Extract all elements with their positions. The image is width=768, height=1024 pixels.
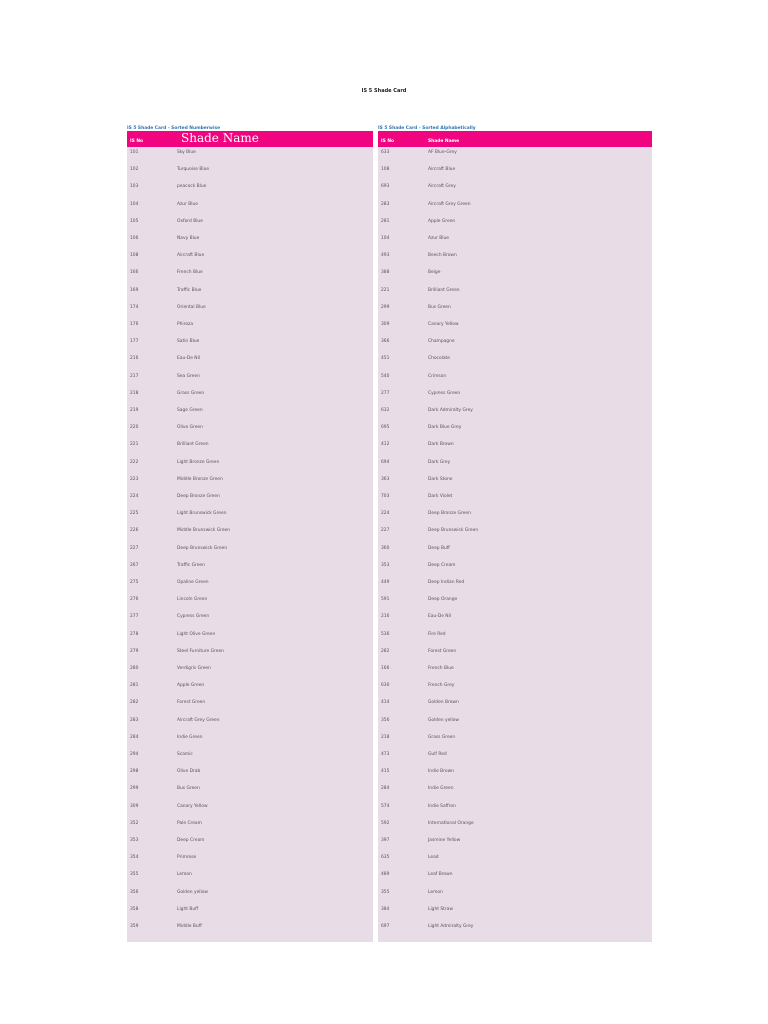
shade-name-cell: Forest Green: [428, 648, 457, 654]
shade-name-cell: Opaline Green: [177, 580, 209, 585]
is-no-cell: 359: [130, 924, 139, 929]
table-row: [127, 751, 373, 759]
is-no-cell: 591: [381, 597, 390, 603]
shade-name-cell: Fire Red: [428, 631, 446, 637]
shade-name-cell: French Blue: [428, 666, 454, 671]
shade-name-cell: Sea Green: [177, 373, 200, 379]
table-row: [127, 218, 373, 226]
is-no-cell: 473: [381, 752, 390, 757]
shade-name-cell: Oriental Blue: [177, 304, 206, 310]
table-row: [378, 579, 652, 587]
is-no-cell: 279: [130, 648, 139, 654]
table-row: [378, 269, 652, 277]
shade-name-cell: Middle Brunswick Green: [177, 528, 231, 534]
header-shade-name: Shade Name: [428, 139, 460, 144]
shade-name-cell: Bus Green: [177, 786, 200, 792]
table-row: [127, 149, 373, 157]
is-no-cell: 354: [130, 855, 139, 861]
is-no-cell: 353: [381, 562, 390, 568]
table-row: [127, 321, 373, 329]
is-no-cell: 227: [381, 528, 390, 534]
is-no-cell: 355: [381, 889, 390, 895]
is-no-cell: 397: [381, 838, 390, 843]
table-row: [378, 682, 652, 690]
table-row: [127, 631, 373, 639]
table-row: [378, 252, 652, 260]
table-row: [378, 373, 652, 381]
table-row: [378, 287, 652, 295]
is-no-cell: 635: [381, 855, 390, 861]
table-row: [378, 820, 652, 828]
is-no-cell: 449: [381, 580, 390, 585]
is-no-cell: 280: [130, 666, 139, 671]
shade-name-cell: Lead: [428, 855, 439, 861]
shade-name-cell: Light Brunswick Green: [177, 511, 227, 517]
table-row: [127, 390, 373, 398]
table-row: [127, 183, 373, 191]
table-row: [378, 166, 652, 174]
table-row: [378, 527, 652, 535]
shade-name-cell: Bus Green: [428, 304, 451, 310]
table-row: [378, 149, 652, 157]
is-no-cell: 169: [130, 287, 139, 293]
table-row: [378, 510, 652, 518]
table-row: [127, 424, 373, 432]
table-row: [378, 424, 652, 432]
alphabetical-header: [378, 131, 652, 147]
shade-name-cell: Brilliant Green: [428, 287, 460, 293]
is-no-cell: 388: [381, 270, 390, 276]
is-no-cell: 451: [381, 356, 390, 362]
table-row: [378, 854, 652, 862]
table-row: [127, 252, 373, 260]
is-no-cell: 103: [130, 184, 139, 190]
is-no-cell: 299: [130, 786, 139, 792]
shade-name-cell: Indie Brown: [428, 769, 454, 775]
is-no-cell: 282: [130, 700, 139, 706]
table-row: [127, 785, 373, 793]
shade-name-cell: Dark Violet: [428, 494, 453, 499]
is-no-cell: 227: [130, 545, 139, 551]
is-no-cell: 694: [381, 459, 390, 465]
table-row: [127, 269, 373, 277]
is-no-cell: 294: [130, 752, 139, 757]
is-no-cell: 493: [381, 253, 390, 259]
is-no-cell: 166: [381, 666, 390, 671]
shade-name-cell: Primrose: [177, 855, 197, 861]
numberwise-rows: [127, 147, 373, 942]
is-no-cell: 630: [381, 683, 390, 689]
is-no-cell: 352: [130, 820, 139, 826]
shade-name-cell: Deep Bronze Green: [177, 494, 220, 499]
is-no-cell: 177: [130, 339, 139, 345]
is-no-cell: 220: [130, 425, 139, 431]
shade-name-cell: Pale Cream: [177, 820, 202, 826]
table-row: [127, 459, 373, 467]
table-row: [127, 906, 373, 914]
shade-name-cell: Aircraft Grey Green: [428, 201, 471, 207]
table-row: [378, 476, 652, 484]
table-row: [127, 355, 373, 363]
is-no-cell: 174: [130, 304, 139, 310]
table-row: [378, 631, 652, 639]
table-row: [127, 545, 373, 553]
shade-name-cell: Beech Brown: [428, 253, 457, 259]
shade-name-cell: Aircraft Grey: [428, 184, 456, 190]
alphabetical-rows: [378, 147, 652, 942]
shade-name-cell: Traffic Blue: [177, 287, 202, 293]
table-row: [127, 613, 373, 621]
shade-name-cell: Verdigris Green: [177, 666, 211, 671]
is-no-cell: 309: [381, 322, 390, 327]
numberwise-header: [127, 131, 373, 147]
is-no-cell: 283: [381, 201, 390, 207]
is-no-cell: 693: [381, 184, 390, 190]
shade-name-cell: Canary Yellow: [428, 322, 459, 327]
is-no-cell: 489: [381, 872, 390, 878]
is-no-cell: 108: [130, 253, 139, 259]
header-is-no: IS No: [381, 139, 395, 144]
is-no-cell: 222: [130, 459, 139, 465]
is-no-cell: 105: [130, 218, 139, 224]
shade-name-cell: Olive Drab: [177, 769, 201, 775]
table-row: [127, 648, 373, 656]
numberwise-caption: IS 5 Shade Card - Sorted Numberwise: [127, 126, 221, 131]
table-row: [378, 837, 652, 845]
table-row: [127, 235, 373, 243]
is-no-cell: 592: [381, 820, 390, 826]
is-no-cell: 536: [381, 631, 390, 637]
is-no-cell: 703: [381, 494, 390, 499]
table-row: [378, 889, 652, 897]
shade-name-cell: Golden yellow: [428, 717, 459, 723]
shade-name-cell: Deep Cream: [428, 562, 456, 568]
shade-name-cell: Sage Green: [177, 408, 203, 413]
is-no-cell: 218: [130, 390, 139, 396]
is-no-cell: 695: [381, 425, 390, 431]
is-no-cell: 104: [381, 236, 390, 241]
is-no-cell: 360: [381, 545, 390, 551]
shade-name-cell: Eau-De Nil: [428, 614, 452, 620]
shade-name-cell: Deep Brunswick Green: [177, 545, 228, 551]
table-row: [378, 321, 652, 329]
is-no-cell: 226: [130, 528, 139, 534]
shade-name-cell: Turquoise Blue: [177, 167, 210, 173]
shade-name-cell: Beige: [428, 270, 441, 276]
table-row: [378, 545, 652, 553]
table-row: [378, 338, 652, 346]
is-no-cell: 101: [130, 150, 139, 155]
is-no-cell: 366: [381, 339, 390, 345]
shade-name-cell: Leaf Brown: [428, 872, 453, 878]
table-row: [378, 201, 652, 209]
is-no-cell: 697: [381, 924, 390, 929]
table-row: [127, 665, 373, 673]
shade-name-cell: Light Admiralty Grey: [428, 924, 474, 929]
shade-name-cell: Scamic: [177, 752, 193, 757]
table-row: [378, 785, 652, 793]
shade-name-cell: Middle Bronze Green: [177, 476, 223, 482]
is-no-cell: 278: [130, 631, 139, 637]
shade-name-cell: Aircraft Blue: [177, 253, 205, 259]
is-no-cell: 218: [381, 734, 390, 740]
table-row: [378, 648, 652, 656]
is-no-cell: 299: [381, 304, 390, 310]
shade-name-cell: Satin Blue: [177, 339, 200, 345]
table-row: [127, 923, 373, 931]
is-no-cell: 414: [381, 700, 390, 706]
is-no-cell: 309: [130, 803, 139, 809]
shade-name-cell: Dark Admiralty Grey: [428, 408, 473, 413]
shade-name-cell: Light Buff: [177, 906, 199, 912]
table-row: [127, 373, 373, 381]
table-row: [127, 338, 373, 346]
table-row: [127, 734, 373, 742]
table-row: [127, 699, 373, 707]
is-no-cell: 108: [381, 167, 390, 173]
shade-name-cell: Cypress Green: [177, 614, 210, 620]
shade-name-cell: Lemon: [428, 889, 443, 895]
shade-name-cell: Dark Brown: [428, 442, 454, 448]
is-no-cell: 221: [130, 442, 139, 448]
is-no-cell: 412: [381, 442, 390, 448]
alphabetical-table: [378, 126, 652, 942]
is-no-cell: 166: [130, 270, 139, 276]
shade-name-cell: Phiroza: [177, 322, 194, 327]
is-no-cell: 216: [130, 356, 139, 362]
shade-name-cell: Dark Stone: [428, 476, 453, 482]
shade-name-cell: Light Straw: [428, 906, 453, 912]
shade-name-cell: Crimson: [428, 373, 447, 379]
is-no-cell: 632: [381, 408, 390, 413]
is-no-cell: 176: [130, 322, 139, 327]
table-row: [127, 854, 373, 862]
is-no-cell: 356: [130, 889, 139, 895]
table-row: [127, 510, 373, 518]
table-row: [378, 390, 652, 398]
shade-name-cell: Lincoln Green: [177, 597, 208, 603]
table-row: [127, 562, 373, 570]
shade-name-cell: Steel Furniture Green: [177, 648, 224, 654]
table-row: [127, 717, 373, 725]
is-no-cell: 633: [381, 150, 390, 155]
table-row: [378, 923, 652, 931]
shade-name-cell: Indie Saffron: [428, 803, 456, 809]
table-row: [127, 527, 373, 535]
table-row: [127, 287, 373, 295]
shade-name-cell: Light Olive Green: [177, 631, 216, 637]
table-row: [127, 768, 373, 776]
is-no-cell: 384: [381, 906, 390, 912]
is-no-cell: 298: [130, 769, 139, 775]
is-no-cell: 275: [130, 580, 139, 585]
table-row: [378, 665, 652, 673]
shade-name-cell: Lemon: [177, 872, 192, 878]
table-row: [127, 304, 373, 312]
shade-name-cell: Jasmine Yellow: [428, 838, 461, 843]
shade-name-cell: Deep Buff: [428, 545, 450, 551]
table-row: [127, 889, 373, 897]
table-row: [378, 235, 652, 243]
is-no-cell: 277: [130, 614, 139, 620]
table-row: [378, 562, 652, 570]
table-row: [378, 596, 652, 604]
shade-name-cell: Deep Bronze Green: [428, 511, 471, 517]
shade-name-cell: Dark Grey: [428, 459, 451, 465]
is-no-cell: 284: [130, 734, 139, 740]
header-shade-name: Shade Name: [181, 131, 259, 145]
is-no-cell: 102: [130, 167, 139, 173]
shade-name-cell: Cypress Green: [428, 390, 461, 396]
is-no-cell: 276: [130, 597, 139, 603]
is-no-cell: 363: [381, 476, 390, 482]
table-row: [378, 906, 652, 914]
shade-name-cell: Brilliant Green: [177, 442, 209, 448]
is-no-cell: 221: [381, 287, 390, 293]
table-row: [127, 682, 373, 690]
shade-name-cell: Sky Blue: [177, 150, 196, 155]
shade-name-cell: Apple Green: [428, 218, 456, 224]
table-row: [127, 837, 373, 845]
table-row: [378, 751, 652, 759]
table-row: [378, 218, 652, 226]
table-row: [378, 441, 652, 449]
table-row: [378, 613, 652, 621]
alphabetical-caption: IS 5 Shade Card - Sorted Alphabetically: [378, 126, 476, 131]
table-row: [378, 717, 652, 725]
table-row: [127, 820, 373, 828]
shade-name-cell: Navy Blue: [177, 236, 200, 241]
table-row: [127, 596, 373, 604]
is-no-cell: 219: [130, 408, 139, 413]
shade-name-cell: Champagne: [428, 339, 455, 345]
is-no-cell: 415: [381, 769, 390, 775]
is-no-cell: 540: [381, 373, 390, 379]
is-no-cell: 267: [130, 562, 139, 568]
shade-name-cell: Dark Blue Grey: [428, 425, 462, 431]
is-no-cell: 281: [381, 218, 390, 224]
is-no-cell: 574: [381, 803, 390, 809]
shade-name-cell: Deep Orange: [428, 597, 458, 603]
shade-name-cell: Indie Green: [177, 734, 203, 740]
table-row: [378, 459, 652, 467]
shade-name-cell: Traffic Green: [177, 562, 205, 568]
is-no-cell: 106: [130, 236, 139, 241]
shade-name-cell: Light Bronze Green: [177, 459, 220, 465]
shade-name-cell: Gulf Red: [428, 752, 447, 757]
shade-name-cell: Grass Green: [428, 734, 456, 740]
shade-name-cell: Aircraft Grey Green: [177, 717, 220, 723]
shade-name-cell: Deep Cream: [177, 838, 205, 843]
is-no-cell: 358: [130, 906, 139, 912]
shade-name-cell: Oxford Blue: [177, 218, 203, 224]
table-row: [378, 493, 652, 501]
shade-name-cell: French Grey: [428, 683, 455, 689]
is-no-cell: 224: [130, 494, 139, 499]
shade-name-cell: peacock Blue: [177, 184, 207, 190]
table-row: [378, 803, 652, 811]
is-no-cell: 281: [130, 683, 139, 689]
is-no-cell: 282: [381, 648, 390, 654]
shade-name-cell: Deep Brunswick Green: [428, 528, 479, 534]
is-no-cell: 223: [130, 476, 139, 482]
shade-name-cell: International Orange: [428, 820, 474, 826]
shade-name-cell: Deep Indian Red: [428, 580, 465, 585]
shade-name-cell: Golden Brown: [428, 700, 459, 706]
table-row: [378, 355, 652, 363]
is-no-cell: 355: [130, 872, 139, 878]
is-no-cell: 217: [130, 373, 139, 379]
table-row: [378, 871, 652, 879]
is-no-cell: 277: [381, 390, 390, 396]
shade-name-cell: Indie Green: [428, 786, 454, 792]
shade-name-cell: Eau-De Nil: [177, 356, 201, 362]
numberwise-table: [127, 126, 373, 942]
is-no-cell: 356: [381, 717, 390, 723]
shade-name-cell: Olive Green: [177, 425, 203, 431]
page-title: IS 5 Shade Card: [361, 88, 407, 94]
table-row: [127, 803, 373, 811]
table-row: [378, 304, 652, 312]
table-row: [127, 871, 373, 879]
table-row: [127, 476, 373, 484]
shade-name-cell: Canary Yellow: [177, 803, 208, 809]
table-row: [378, 183, 652, 191]
table-row: [127, 201, 373, 209]
is-no-cell: 224: [381, 511, 390, 517]
is-no-cell: 284: [381, 786, 390, 792]
shade-name-cell: Chocolate: [428, 356, 450, 362]
is-no-cell: 283: [130, 717, 139, 723]
is-no-cell: 353: [130, 838, 139, 843]
table-row: [378, 407, 652, 415]
shade-name-cell: Azur Blue: [177, 201, 199, 207]
header-is-no: IS No: [130, 139, 144, 144]
table-row: [127, 493, 373, 501]
table-row: [378, 768, 652, 776]
table-row: [127, 579, 373, 587]
shade-name-cell: Grass Green: [177, 390, 205, 396]
shade-name-cell: Golden yellow: [177, 889, 208, 895]
shade-name-cell: Middle Buff: [177, 924, 202, 929]
table-row: [378, 734, 652, 742]
shade-name-cell: Apple Green: [177, 683, 205, 689]
is-no-cell: 216: [381, 614, 390, 620]
shade-name-cell: Azur Blue: [428, 236, 450, 241]
shade-name-cell: AF Blue-Grey: [428, 150, 457, 155]
is-no-cell: 104: [130, 201, 139, 207]
table-row: [127, 407, 373, 415]
is-no-cell: 225: [130, 511, 139, 517]
shade-name-cell: Aircraft Blue: [428, 167, 456, 173]
shade-name-cell: French Blue: [177, 270, 203, 276]
table-row: [378, 699, 652, 707]
table-row: [127, 166, 373, 174]
table-row: [127, 441, 373, 449]
shade-name-cell: Forest Green: [177, 700, 206, 706]
